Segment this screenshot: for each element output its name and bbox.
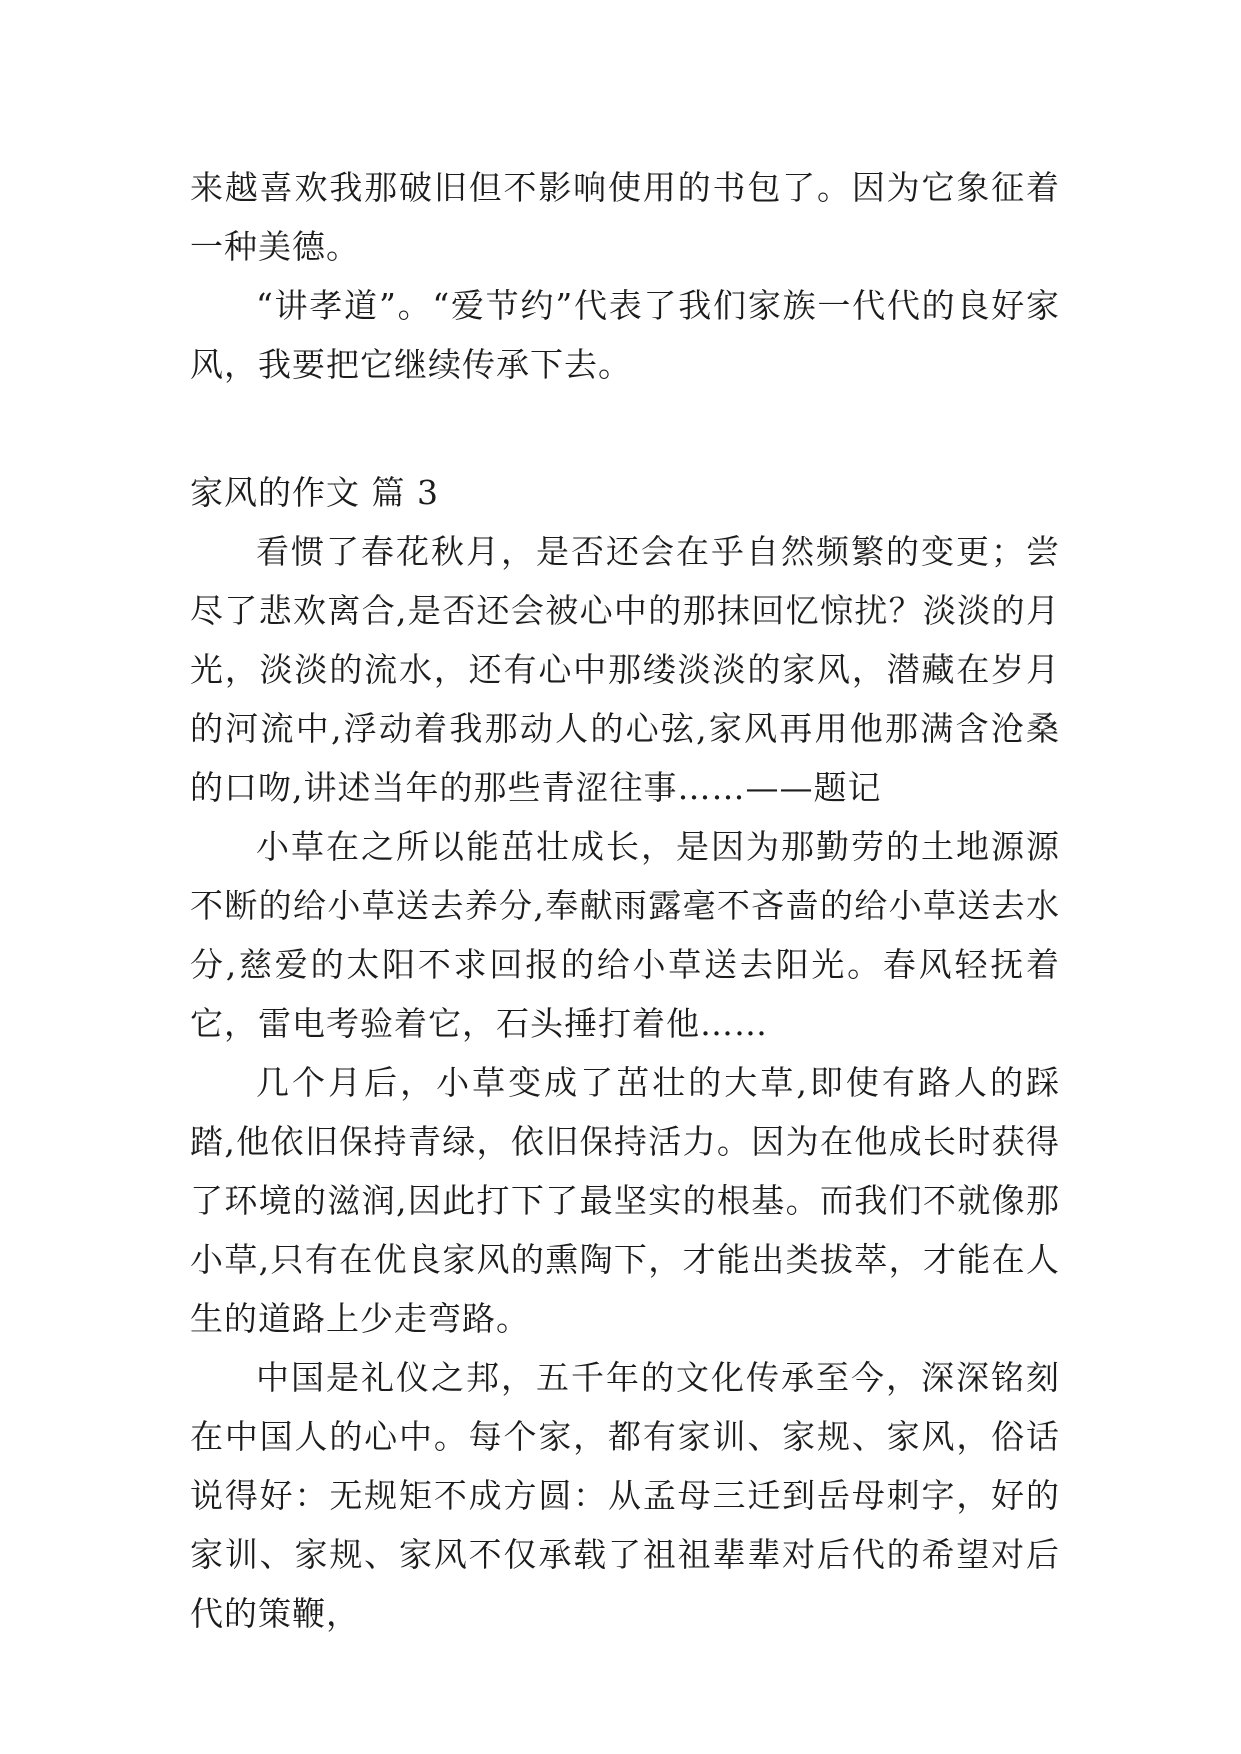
paragraph-continued: 来越喜欢我那破旧但不影响使用的书包了。因为它象征着一种美德。: [190, 168, 1060, 266]
paragraph: 几个月后，小草变成了茁壮的大草,即使有路人的踩踏,他依旧保持青绿，依旧保持活力。因为在他成长时获得了环境的滋润,因此打下了最坚实的根基。而我们不就像那小草,只有在优良家风的熏陶下，才能出类拔萃，才能在人生的道路上少走弯路。: [190, 1063, 1060, 1338]
document-body: [190, 158, 1060, 1643]
section-gap: [190, 394, 1060, 463]
paragraph: “讲孝道”。“爱节约”代表了我们家族一代代的良好家风，我要把它继续传承下去。: [190, 286, 1060, 384]
paragraph: 看惯了春花秋月，是否还会在乎自然频繁的变更；尝尽了悲欢离合,是否还会被心中的那抹回忆惊扰？淡淡的月光，淡淡的流水，还有心中那缕淡淡的家风，潜藏在岁月的河流中,浮动着我那动人的心弦,家风再用他那满含沧桑的口吻,讲述当年的那些青涩往事……——题记: [190, 532, 1060, 807]
paragraph: 小草在之所以能茁壮成长，是因为那勤劳的土地源源不断的给小草送去养分,奉献雨露毫不吝啬的给小草送去水分,慈爱的太阳不求回报的给小草送去阳光。春风轻抚着它，雷电考验着它，石头捶打着他……: [190, 827, 1060, 1043]
paragraph: 中国是礼仪之邦，五千年的文化传承至今，深深铭刻在中国人的心中。每个家，都有家训、家规、家风，俗话说得好：无规矩不成方圆：从孟母三迁到岳母刺字，好的家训、家规、家风不仅承载了祖祖辈辈对后代的希望对后代的策鞭，: [190, 1358, 1060, 1633]
section-heading: 家风的作文 篇 3: [190, 473, 439, 512]
